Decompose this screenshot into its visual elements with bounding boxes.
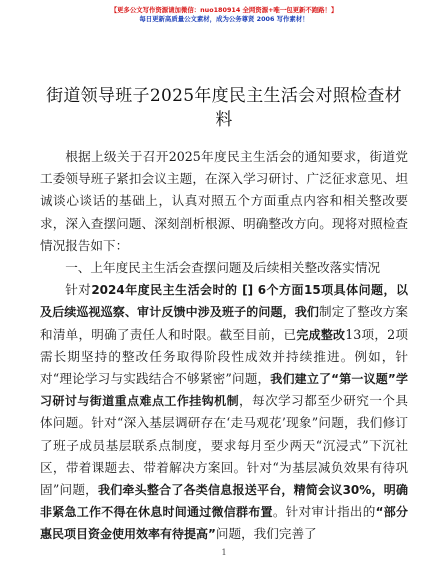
document-body <box>40 146 408 546</box>
page-number: 1 <box>221 548 227 557</box>
text-run: 针对 <box>65 282 92 298</box>
bold-run: “部分惠民项目资金使用效率有待提高” <box>40 505 409 542</box>
text-run: 制定了整改方案和清单，明确了责任人和时限。截至目前，已 <box>40 304 408 342</box>
text-run: 问题，我们完善了 <box>215 526 317 542</box>
document-title: 街道领导班子2025年度民主生活会对照检查材料 <box>46 86 402 130</box>
promo-banner <box>0 6 448 24</box>
bold-run: 我们牵头整合了各类信息报送平台，精简会议30%，明确非紧急工作不得在休息时间通过微信群布置 <box>40 483 408 520</box>
section-1-paragraph <box>40 279 408 545</box>
promo-line-2: 每日更新高质量公文素材，成为公务尊贤 2006 写作素材！ <box>139 15 309 23</box>
section-heading-1: 一、上年度民主生活会查摆问题及后续相关整改落实情况 <box>65 260 381 276</box>
bold-run: 完成整改 <box>296 327 346 342</box>
bold-run: 2024年度民主生活会时的 [] 6个方面15项具体问题，以及后续巡视巡察、审计反馈中涉及班子的问题，我们 <box>40 283 408 320</box>
text-run: ，每次学习都至少研究一个具体问题。针对“深入基层调研存在‘走马观花’现象”问题，我们修订了班子成员基层联系点制度，要求每月至少两天“沉浸式”下沉社区，带着课题去、带着解决方案回。针对“为基层减负效果有待巩固”问题， <box>40 393 408 498</box>
intro-paragraph: 根据上级关于召开2025年度民主生活会的通知要求，街道党工委领导班子紧扣会议主题，在深入学习研讨、广泛征求意见、坦诚谈心谈话的基础上，认真对照五个方面重点内容和相关整改要求，深入查摆问题、深刻剖析根源、明确整改方向。现将对照检查情况报告如下： <box>40 149 408 253</box>
text-run: 。针对审计指出的 <box>272 504 376 520</box>
text-run: 13项，2项需长期坚持的整改任务取得阶段性成效并持续推进。例如，针对“理论学习与实践结合不够紧密”问题， <box>40 326 408 387</box>
promo-line-1: 【更多公文写作资源请加微信：nuo180914 全网资源+唯一包更新不跑路！】 <box>110 6 338 14</box>
bold-run: 我们建立了“第一议题”学习研讨与街道重点难点工作挂钩机制 <box>40 372 408 409</box>
